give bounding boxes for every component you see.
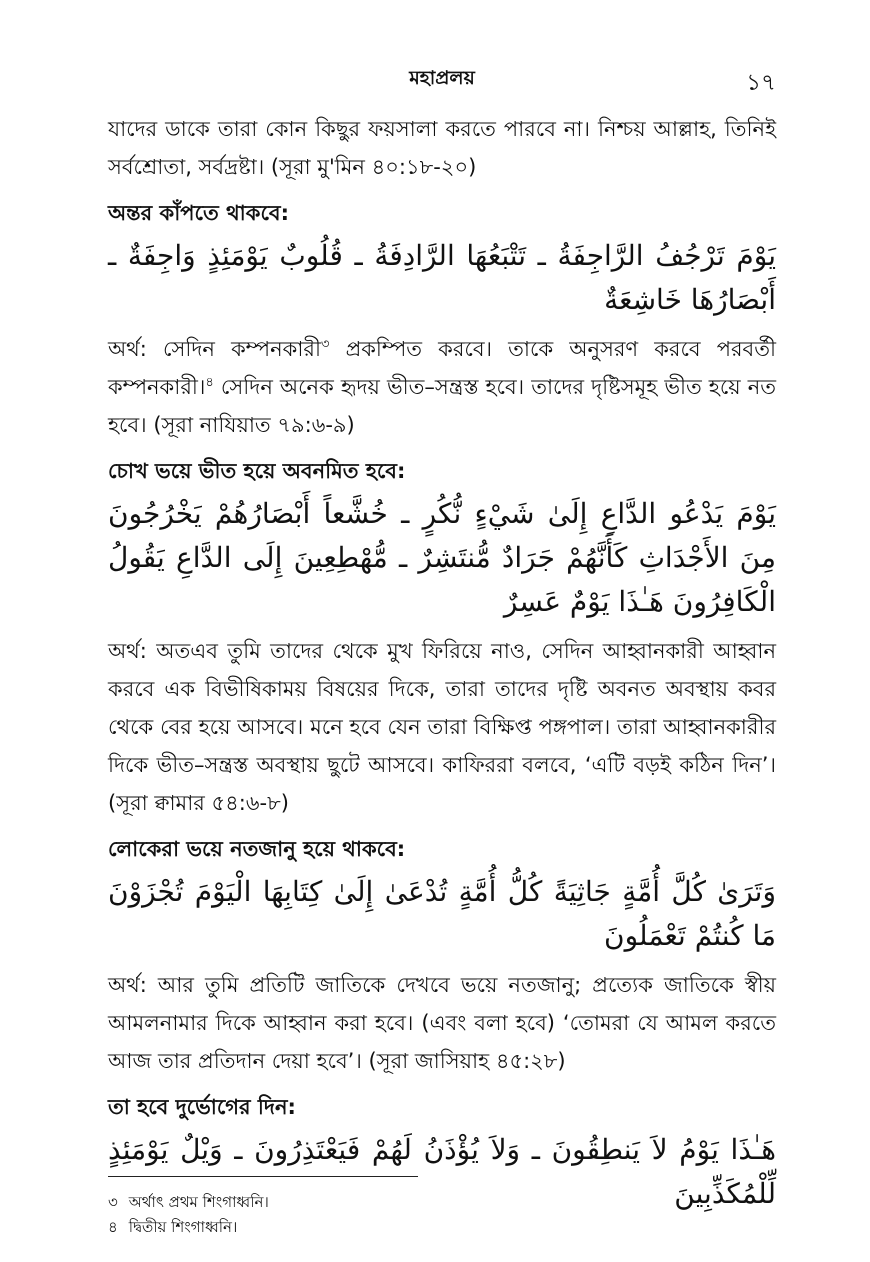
arabic-verse-naziat: يَوْمَ تَرْجُفُ الرَّاجِفَةُ ـ تَتْبَعُهَا الرَّادِفَةُ ـ قُلُوبٌ يَوْمَئِذٍ وَاجِفَةٌ ـ أَبْصَارُهَا خَاشِعَةٌ [108,239,776,316]
translation-part: সেদিন অনেক হৃদয় ভীত–সন্ত্রস্ত হবে। তাদের দৃষ্টিসমূহ ভীত হয়ে নত হবে। (সূরা নাযিয়াত ৭৯:৬-৯) [108,375,776,437]
footnotes [108,1190,776,1240]
footnote-ref-4[interactable]: ৪ [205,375,214,390]
translation-qamar: অর্থ: অতএব তুমি তাদের থেকে মুখ ফিরিয়ে নাও, সেদিন আহ্বানকারী আহ্বান করবে এক বিভীষিকাময় বিষয়ের দিকে, তারা তাদের দৃষ্টি অবনত অবস্থায় কবর থেকে বের হয়ে আসবে। মনে হবে যেন তারা বিক্ষিপ্ত পঙ্গপাল। তারা আহ্বানকারীর দিকে ভীত–সন্ত্রস্ত অবস্থায় ছুটে আসবে। কাফিররা বলবে, ‘এটি বড়ই কঠিন দিন’। (সূরা ক্বামার ৫৪:৬-৮) [108,639,776,815]
paragraph-continuation: যাদের ডাকে তারা কোন কিছুর ফয়সালা করতে পারবে না। নিশ্চয় আল্লাহ, তিনিই সর্বশ্রোতা, সর্বদ্রষ্টা। (সূরা মু'মিন ৪০:১৮-২০) [108,117,776,179]
translation-part: প্রকম্পিত করবে। তাকে অনুসরণ করবে পরবর্তী কম্পনকারী। [108,337,776,399]
translation-jasiyah: অর্থ: আর তুমি প্রতিটি জাতিকে দেখবে ভয়ে নতজানু; প্রত্যেক জাতিকে স্বীয় আমলনামার দিকে আহ্বান করা হবে। (এবং বলা হবে) ‘তোমরা যে আমল করতে আজ তার প্রতিদান দেয়া হবে’। (সূরা জাসিয়াহ ৪৫:২৮) [108,973,776,1073]
arabic-verse-jasiyah: وَتَرَىٰ كُلَّ أُمَّةٍ جَاثِيَةً كُلُّ أُمَّةٍ تُدْعَىٰ إِلَىٰ كِتَابِهَا الْيَوْمَ تُجْزَوْنَ مَا كُنتُمْ تَعْمَلُونَ [108,875,776,952]
arabic-verse-qamar: يَوْمَ يَدْعُو الدَّاعِ إِلَىٰ شَيْءٍ نُّكُرٍ ـ خُشَّعاً أَبْصَارُهُمْ يَخْرُجُونَ مِنَ الأَجْدَاثِ كَأَنَّهُمْ جَرَادٌ مُّنتَشِرٌ ـ مُّهْطِعِينَ إِلَى الدَّاعِ يَقُولُ الْكَافِرُونَ هَـٰذَا يَوْمٌ عَسِرٌ [108,497,776,618]
page-number: ১৭ [746,70,776,96]
chapter-title: মহাপ্রলয় [409,67,475,89]
footnote-text: দ্বিতীয় শিংগাধ্বনি। [128,1218,238,1236]
section-heading-eyes-lowered: চোখ ভয়ে ভীত হয়ে অবনমিত হবে: [108,459,406,483]
footnote-divider [108,1176,418,1177]
running-header [108,64,776,94]
footnote-item [108,1190,776,1215]
section-heading-day-of-woe: তা হবে দুর্ভোগের দিন: [108,1095,296,1119]
section-heading-kneeling: লোকেরা ভয়ে নতজানু হয়ে থাকবে: [108,837,406,861]
section-heading-hearts-tremble: অন্তর কাঁপতে থাকবে: [108,201,289,225]
translation-naziat [108,330,776,444]
footnote-item [108,1215,776,1240]
page-body [108,110,776,1224]
translation-part: অর্থ: সেদিন কম্পনকারী [108,337,321,361]
footnote-number: ৪ [108,1218,118,1236]
footnote-text: অর্থাৎ প্রথম শিংগাধ্বনি। [128,1193,269,1211]
footnote-number: ৩ [108,1193,118,1211]
arabic-verse-mursalat: هَـٰذَا يَوْمُ لاَ يَنطِقُونَ ـ وَلاَ يُؤْذَنُ لَهُمْ فَيَعْتَذِرُونَ ـ وَيْلٌ يَوْمَئِذٍ لِّلْمُكَذِّبِينَ [108,1133,776,1210]
footnote-ref-3[interactable]: ৩ [320,337,330,352]
